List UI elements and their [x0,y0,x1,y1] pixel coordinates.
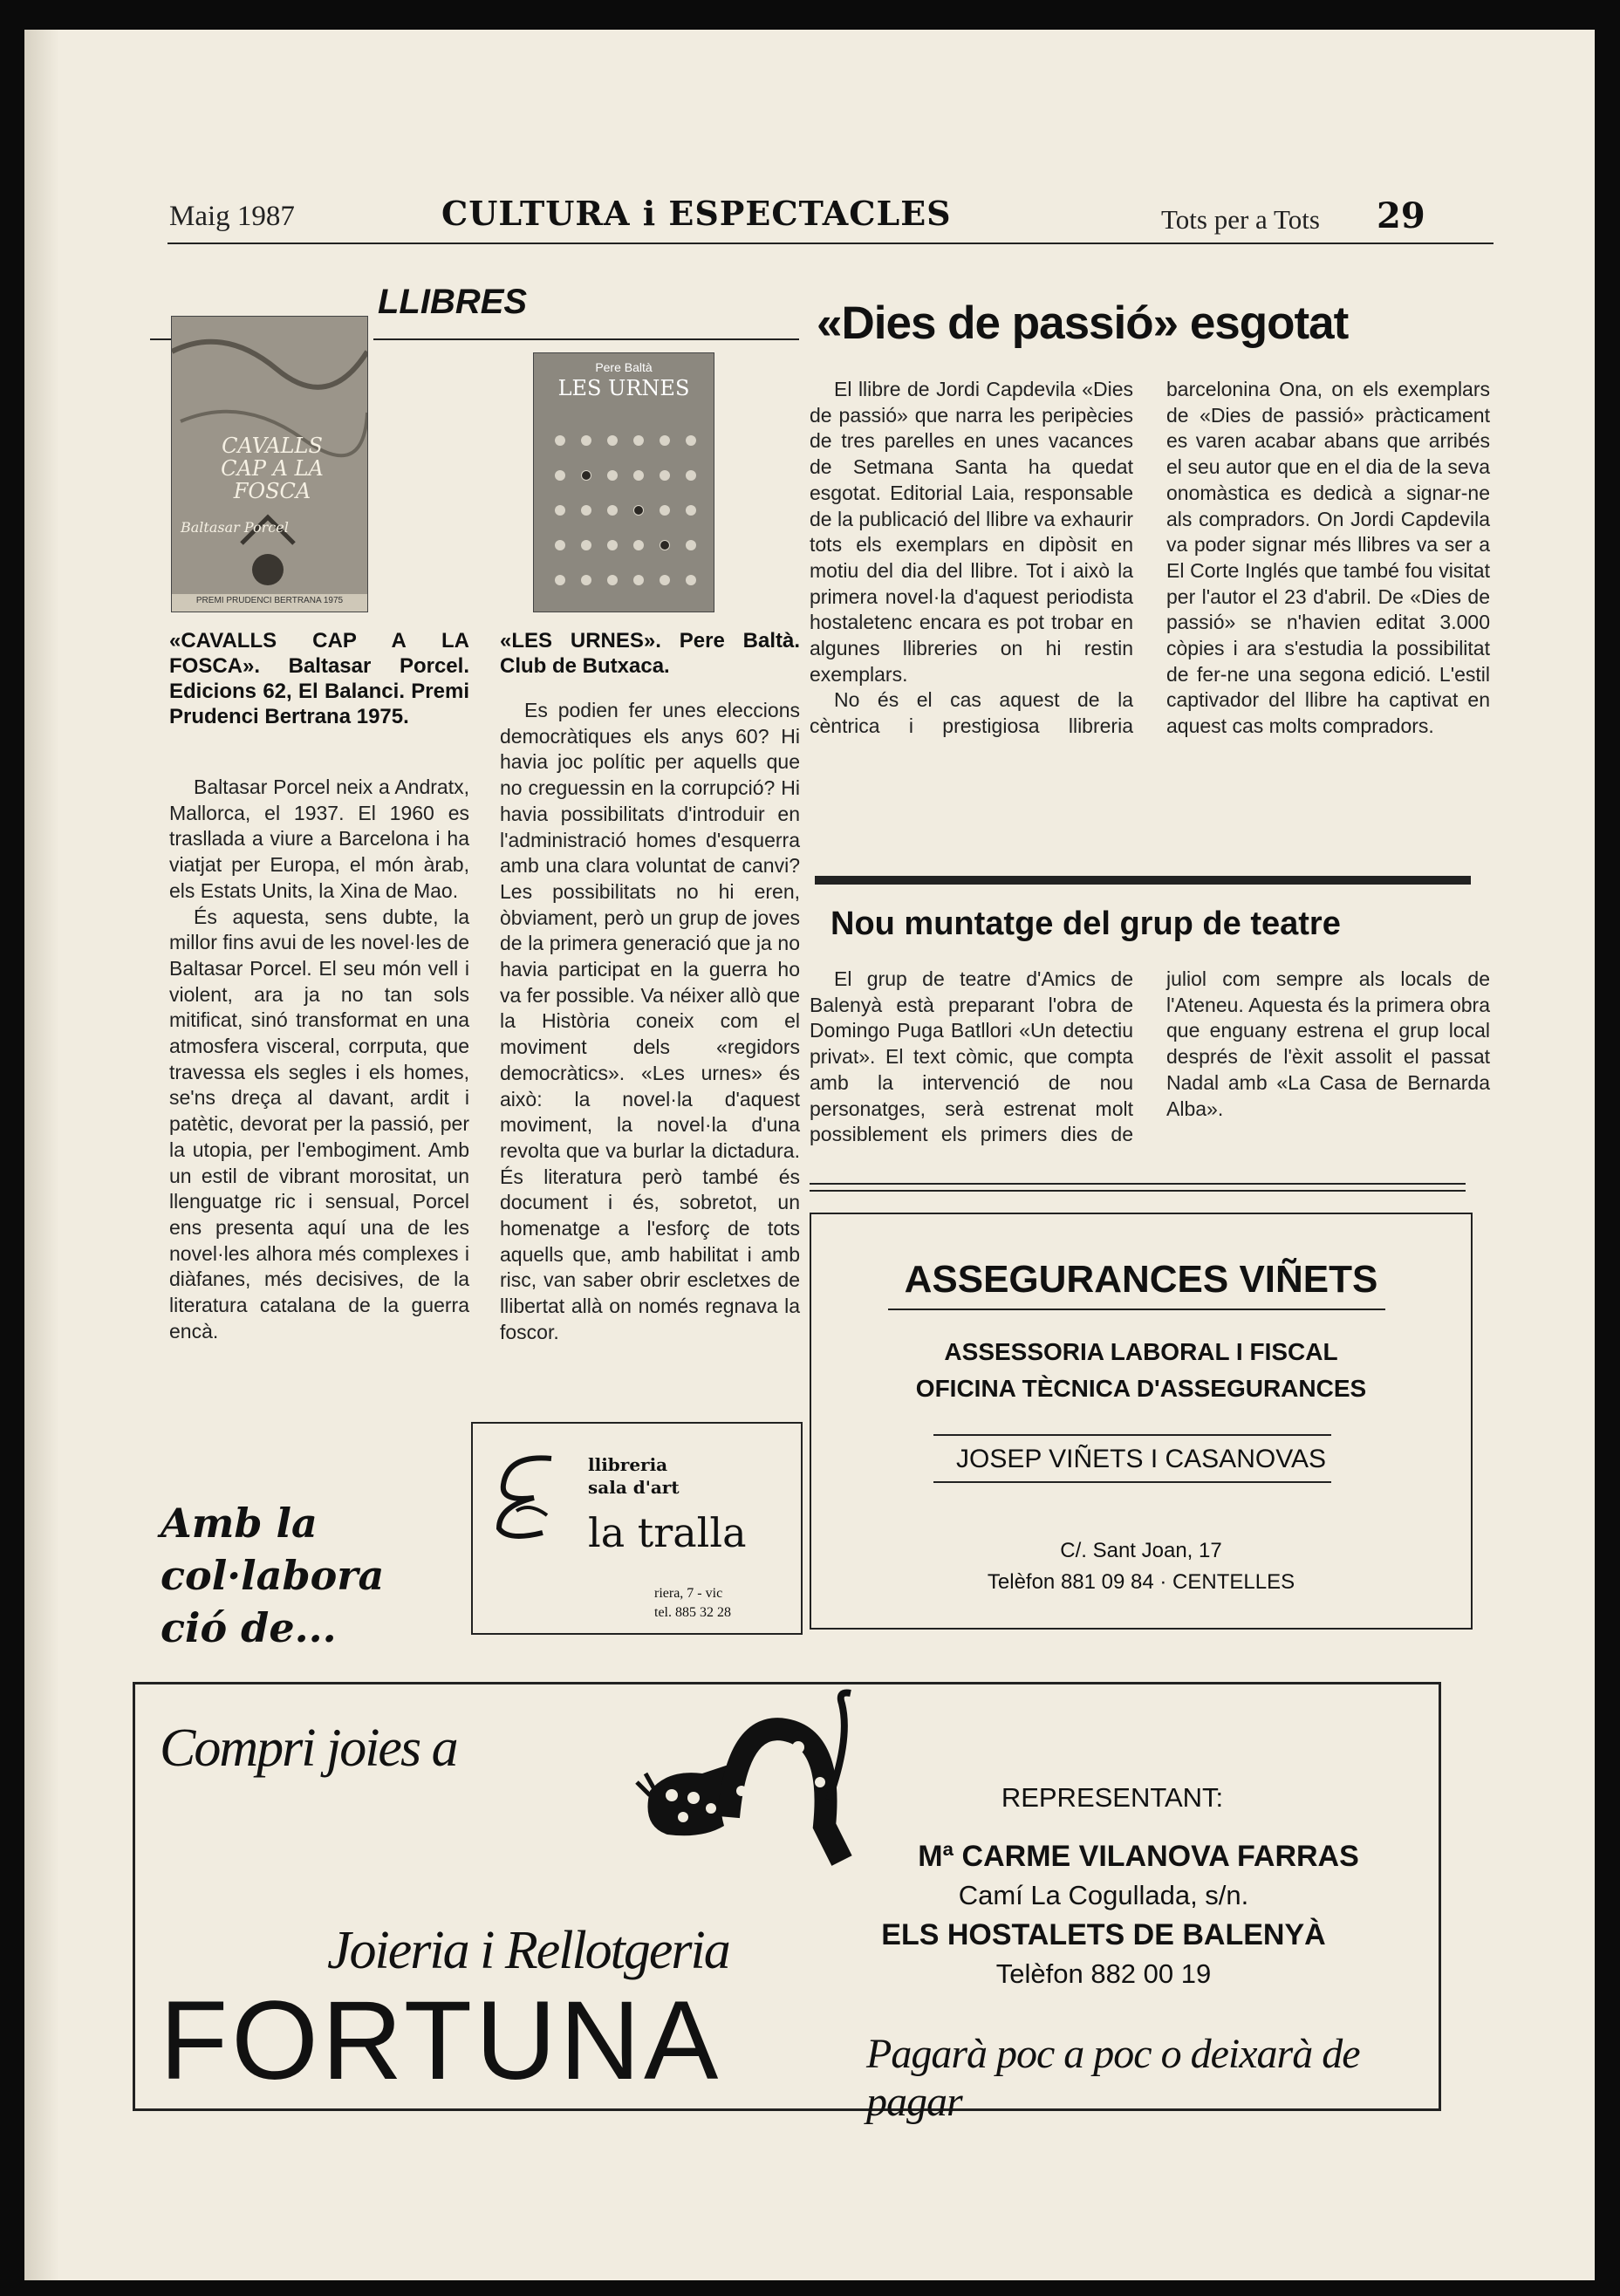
article1-paragraph: No és el cas aquest de la cèntrica i prestigiosa llibreria barcelonina Ona, on els exemplars de «Dies de passió» pràcticament es varen acabar abans que arribés el seu autor que en el dia de la seva onomàstica es dedicà a signar-ne als compradors. On Jordi Capdevila va poder signar més llibres va ser a El Corte Inglés que també fou visitat per l'autor el 23 d'abril. De «Dies de passió» se n'havien editat 3.000 còpies i ara s'estudia la possibilitat de fer-ne una segona edició. L'estil captivador del llibre ha captivat en aquest cas molts compradors. [810,378,1490,738]
collaboration-notice [161,1497,384,1654]
fortuna-rep-label: REPRESENTANT: [1001,1782,1224,1813]
collaboration-line: Amb la [161,1500,318,1547]
book-cover-cavalls-title: CAVALLS CAP A LA FOSCA [221,434,324,503]
la-tralla-subtitle [588,1453,680,1499]
fortuna-rep-town: ELS HOSTALETS DE BALENYÀ [881,1918,1326,1951]
book-cover-urnes-title: LES URNES [557,376,690,400]
newspaper-page [24,30,1595,2280]
assegurances-owner-rule-top [933,1434,1331,1436]
assegurances-owner: JOSEP VIÑETS I CASANOVAS [955,1445,1326,1473]
assegurances-title-rule [888,1309,1385,1310]
fortuna-subtitle: Joieria i Rellotgeria [327,1921,729,1980]
article2-paragraph: El grup de teatre d'Amics de Balenyà està preparant l'obra de Domingo Puga Batllori «Un detectiu privat». El text còmic, que compta amb la intervenció de nou personatges, serà estrenat molt possiblement els primers dies de juliol com sempre als locals de l'Ateneu. Aquesta és la primera obra que enguany estrena el grup local després de l'èxit assolit el passat Nadal amb «La Casa de Bernarda Alba». [810,967,1490,1146]
header-paper-name: Tots per a Tots [1161,204,1320,235]
cat-logo-icon [632,1686,868,1896]
assegurances-title: ASSEGURANCES VIÑETS [904,1258,1378,1301]
header-rule [167,243,1494,244]
la-tralla-line1: llibreria [588,1454,668,1475]
article2-title: Nou muntatge del grup de teatre [831,905,1341,942]
fortuna-slogan: Pagarà poc a poc o deixarà de pagar [866,2031,1360,2125]
book-cover-les-urnes [533,352,714,612]
llibres-heading: LLIBRES [378,283,528,321]
assegurances-address: C/. Sant Joan, 17 [1060,1539,1222,1562]
header-month: Maig 1987 [169,201,295,232]
book1-review-text [169,775,469,1344]
book1-paragraph: Baltasar Porcel neix a Andratx, Mallorca, el 1937. El 1960 es trasllada a viure a Barcelona i ha viatjat per Europa, el món àrab, els Estats Units, la Xina de Mao. [169,776,469,902]
la-tralla-address: riera, 7 - vic [654,1586,723,1601]
fortuna-rep-name: Mª CARME VILANOVA FARRAS [918,1840,1359,1873]
la-tralla-name: la tralla [588,1509,747,1556]
la-tralla-phone: tel. 885 32 28 [654,1605,731,1620]
assegurances-phone: Telèfon 881 09 84 · CENTELLES [987,1570,1295,1594]
article-separator-rule [815,876,1471,885]
book-cover-cavalls-footer: PREMI PRUDENCI BERTRANA 1975 [195,596,344,605]
fortuna-tagline: Compri joies a [160,1719,457,1778]
article2-bottom-rule-1 [810,1183,1466,1185]
book1-caption: «CAVALLS CAP A LA FOSCA». Baltasar Porcel. Edicions 62, El Balanci. Premi Prudenci Bertrana 1975. [169,629,469,728]
book2-review-text [500,698,800,1346]
header-page-number: 29 [1377,195,1425,236]
book2-caption: «LES URNES». Pere Baltà. Club de Butxaca. [500,629,800,678]
article1-body [810,377,1490,883]
book-cover-cavalls [171,316,368,612]
book-cover-urnes-author: Pere Baltà [595,360,653,374]
collaboration-line: ció de... [161,1604,337,1651]
assegurances-line1: ASSESSORIA LABORAL I FISCAL [944,1338,1338,1365]
book1-paragraph: És aquesta, sens dubte, la millor fins avui de les novel·les de Baltasar Porcel. El seu món vell i violent, ara ja no tan sols mitificat, sinó transformat en una atmosfera visceral, corrputa, que travessa els segles i els homes, se'ns dreça al davant, ardit i patètic, devorat per la passió, per la utopia, per l'embogiment. Amb un estil de vibrant morositat, un llenguatge ric i sensual, Porcel ens presenta aquí una de les novel·les alhora més complexes i diàfanes, més decisives, de la literatura catalana de la guerra encà. [169,905,469,1343]
assegurances-vinets-ad [810,1213,1473,1630]
fortuna-rep-phone: Telèfon 882 00 19 [995,1958,1212,1989]
article1-paragraph: El llibre de Jordi Capdevila «Dies de passió» que narra les peripècies de tres parelles en unes vacances de Setmana Santa ha quedat esgotat. Editorial Laia, responsable de la publicació del llibre va exhaurir tots els exemplars en dipòsit en motiu del dia del llibre. Tot i això la primera novel·la d'aquest periodista hostaletenc encara es pot trobar en algunes llibreries on hi restin exemplars. [810,378,1133,686]
book-cover-cavalls-author: Baltasar Porcel [181,519,289,536]
assegurances-line2: OFICINA TÈCNICA D'ASSEGURANCES [915,1375,1367,1402]
fortuna-ad [133,1682,1441,2125]
article2-body [810,967,1490,1176]
assegurances-owner-rule-bottom [933,1481,1331,1483]
fortuna-name: FORTUNA [160,1978,722,2103]
la-tralla-logo-icon [482,1450,578,1546]
article2-bottom-rule-2 [810,1190,1466,1192]
header-section: CULTURA i ESPECTACLES [441,194,952,233]
collaboration-line: col·labora [161,1552,385,1599]
book2-paragraph: Es podien fer unes eleccions democràtiques els anys 60? Hi havia joc polític per aquells que no creguessin en la corrupció? Hi havia possibilitats d'introduir en l'administració homes d'esquerra amb una clara voluntat de canvi? Les possibilitats no hi eren, òbviament, però un grup de joves de la primera generació que ja no havia participat en la guerra ho va fer possible. Va néixer allò que la Història coneix com el moviment dels «regidors democràtics». «Les urnes» és això: la novel·la d'aquest moviment, la novel·la d'una revolta que va burlar la dictadura. És literatura però també és document i és, sobretot, un homenatge a l'esforç de tots aquells que, amb habilitat i amb risc, van saber obrir escletxes de llibertat allà on només regnava la foscor. [500,699,800,1343]
llibres-rule-right [373,338,799,340]
book-cover-urnes-grid-art [534,414,714,612]
la-tralla-line2: sala d'art [588,1477,680,1498]
la-tralla-ad [471,1422,803,1635]
article1-title: «Dies de passió» esgotat [817,297,1349,349]
page-spine-shadow [24,30,59,2280]
fortuna-rep-address: Camí La Cogullada, s/n. [958,1880,1249,1910]
